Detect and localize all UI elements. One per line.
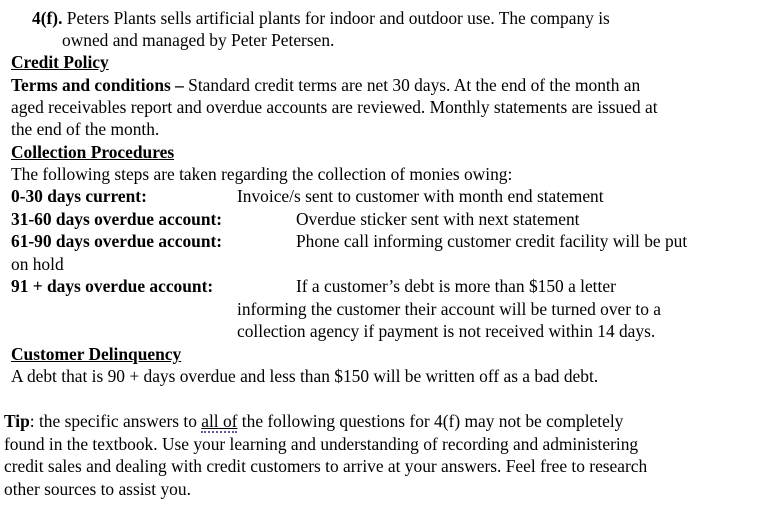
terms-line-2: aged receivables report and overdue accounts are reviewed. Monthly statements are issued at [11, 97, 658, 117]
delinquency-text: A debt that is 90 + days overdue and less than $150 will be written off as a bad debt. [11, 366, 599, 386]
collection-heading: Collection Procedures [11, 142, 175, 162]
tip-line-3: credit sales and dealing with credit customers to arrive at your answers. Feel free to research [4, 456, 648, 476]
step-label-31-60: 31-60 days overdue account: [11, 209, 223, 229]
tip-line-2: found in the textbook. Use your learning and understanding of recording and administering [4, 434, 639, 454]
step-continuation-91-plus-2: collection agency if payment is not received within 14 days. [237, 321, 656, 341]
terms-line-3: the end of the month. [11, 119, 160, 139]
tip-line-4: other sources to assist you. [4, 479, 191, 499]
terms-text-1: Standard credit terms are net 30 days. At the end of the month an [183, 75, 641, 95]
step-continuation-61-90: on hold [11, 254, 64, 274]
intro-text-1: Peters Plants sells artificial plants for indoor and outdoor use. The company is [62, 8, 610, 28]
collection-intro: The following steps are taken regarding the collection of monies owing: [11, 164, 513, 184]
step-label-91-plus: 91 + days overdue account: [11, 276, 214, 296]
terms-label: Terms and conditions – [11, 75, 184, 95]
intro-line-1 [32, 7, 610, 29]
step-action-61-90: Phone call informing customer credit facility will be put [296, 231, 688, 251]
step-action-31-60: Overdue sticker sent with next statement [296, 209, 580, 229]
step-action-91-plus: If a customer’s debt is more than $150 a letter [296, 276, 616, 296]
step-label-61-90: 61-90 days overdue account: [11, 231, 223, 251]
question-number: 4(f). [32, 8, 63, 28]
tip-line-1 [4, 410, 623, 432]
delinquency-heading: Customer Delinquency [11, 344, 182, 364]
tip-text-1a: : the specific answers to [29, 411, 202, 431]
credit-policy-heading: Credit Policy [11, 52, 109, 72]
tip-emphasis: all of [201, 411, 238, 431]
step-continuation-91-plus-1: informing the customer their account will be turned over to a [237, 299, 662, 319]
step-action-0-30: Invoice/s sent to customer with month end statement [237, 186, 604, 206]
step-label-0-30: 0-30 days current: [11, 186, 147, 206]
tip-label: Tip [4, 411, 30, 431]
terms-line-1 [11, 74, 640, 96]
intro-line-2: owned and managed by Peter Petersen. [62, 30, 335, 50]
tip-text-1b: the following questions for 4(f) may not be completely [237, 411, 624, 431]
